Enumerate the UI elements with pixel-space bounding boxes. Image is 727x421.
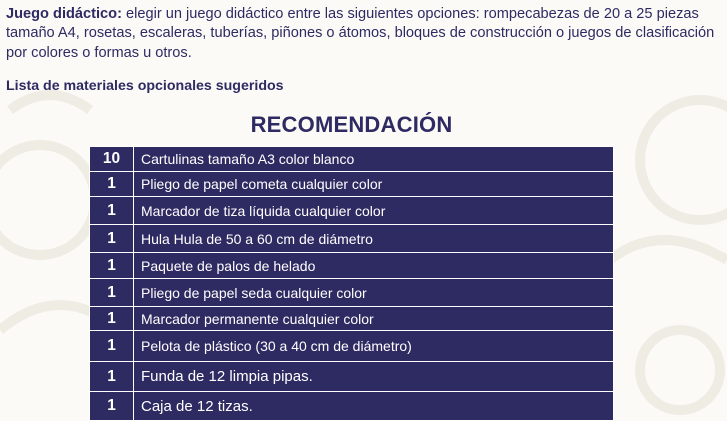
quantity-cell: 1	[90, 392, 134, 421]
table-row	[90, 307, 614, 331]
intro-paragraph	[6, 5, 718, 63]
item-cell: Pliego de papel seda cualquier color	[134, 279, 614, 307]
table-row	[90, 331, 614, 362]
materials-table	[89, 146, 614, 421]
item-cell: Pliego de papel cometa cualquier color	[134, 172, 614, 197]
table-row	[90, 172, 614, 197]
quantity-cell: 1	[90, 362, 134, 392]
table-row	[90, 362, 614, 392]
table-row	[90, 392, 614, 421]
item-cell: Funda de 12 limpia pipas.	[134, 362, 614, 392]
quantity-cell: 1	[90, 279, 134, 307]
item-cell: Caja de 12 tizas.	[134, 392, 614, 421]
item-cell: Cartulinas tamaño A3 color blanco	[134, 147, 614, 172]
materials-subheading: Lista de materiales opcionales sugeridos	[6, 78, 284, 94]
quantity-cell: 1	[90, 307, 134, 331]
table-row	[90, 279, 614, 307]
quantity-cell: 1	[90, 197, 134, 225]
table-row	[90, 197, 614, 225]
table-row	[90, 225, 614, 253]
intro-text: elegir un juego didáctico entre las siguientes opciones: rompecabezas de 20 a 25 piezas tamaño A4, rosetas, escaleras, tuberías, piñones o átomos, bloques de construcción o juegos de clasificación por colores o formas u otros.	[6, 6, 715, 61]
quantity-cell: 1	[90, 253, 134, 279]
intro-lead: Juego didáctico:	[6, 6, 122, 22]
quantity-cell: 1	[90, 225, 134, 253]
quantity-cell: 1	[90, 172, 134, 197]
table-row	[90, 147, 614, 172]
item-cell: Paquete de palos de helado	[134, 253, 614, 279]
item-cell: Marcador permanente cualquier color	[134, 307, 614, 331]
section-title: RECOMENDACIÓN	[250, 112, 453, 137]
item-cell: Hula Hula de 50 a 60 cm de diámetro	[134, 225, 614, 253]
item-cell: Pelota de plástico (30 a 40 cm de diámetro)	[134, 331, 614, 362]
table-row	[90, 253, 614, 279]
item-cell: Marcador de tiza líquida cualquier color	[134, 197, 614, 225]
quantity-cell: 10	[90, 147, 134, 172]
quantity-cell: 1	[90, 331, 134, 362]
